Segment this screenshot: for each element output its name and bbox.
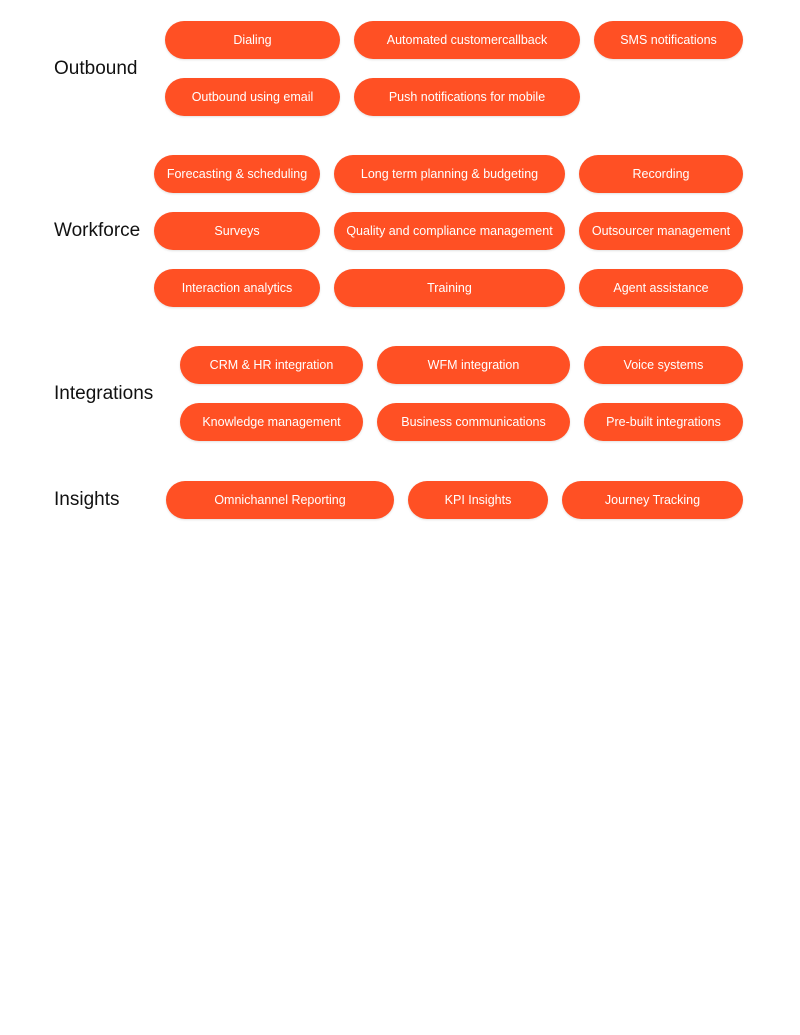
pill-forecasting-scheduling[interactable]: Forecasting & scheduling [154, 155, 320, 193]
pill-pre-built-integrations[interactable]: Pre-built integrations [584, 403, 743, 441]
section-title-workforce: Workforce [54, 220, 141, 241]
pill-kpi-insights[interactable]: KPI Insights [408, 481, 548, 519]
pill-surveys[interactable]: Surveys [154, 212, 320, 250]
pill-push-notifications-mobile[interactable]: Push notifications for mobile [354, 78, 580, 116]
pill-automated-customer-callback[interactable]: Automated customercallback [354, 21, 580, 59]
pill-dialing[interactable]: Dialing [165, 21, 340, 59]
pill-sms-notifications[interactable]: SMS notifications [594, 21, 743, 59]
pill-agent-assistance[interactable]: Agent assistance [579, 269, 743, 307]
pill-interaction-analytics[interactable]: Interaction analytics [154, 269, 320, 307]
pill-voice-systems[interactable]: Voice systems [584, 346, 743, 384]
section-title-insights: Insights [54, 489, 120, 510]
pill-recording[interactable]: Recording [579, 155, 743, 193]
pill-outsourcer-management[interactable]: Outsourcer management [579, 212, 743, 250]
pill-wfm-integration[interactable]: WFM integration [377, 346, 570, 384]
section-title-outbound: Outbound [54, 58, 138, 79]
pill-training[interactable]: Training [334, 269, 565, 307]
pill-crm-hr-integration[interactable]: CRM & HR integration [180, 346, 363, 384]
pill-quality-compliance[interactable]: Quality and compliance management [334, 212, 565, 250]
section-title-integrations: Integrations [54, 383, 154, 404]
pill-long-term-planning[interactable]: Long term planning & budgeting [334, 155, 565, 193]
pill-outbound-using-email[interactable]: Outbound using email [165, 78, 340, 116]
pill-knowledge-management[interactable]: Knowledge management [180, 403, 363, 441]
pill-journey-tracking[interactable]: Journey Tracking [562, 481, 743, 519]
pill-omnichannel-reporting[interactable]: Omnichannel Reporting [166, 481, 394, 519]
pill-business-communications[interactable]: Business communications [377, 403, 570, 441]
